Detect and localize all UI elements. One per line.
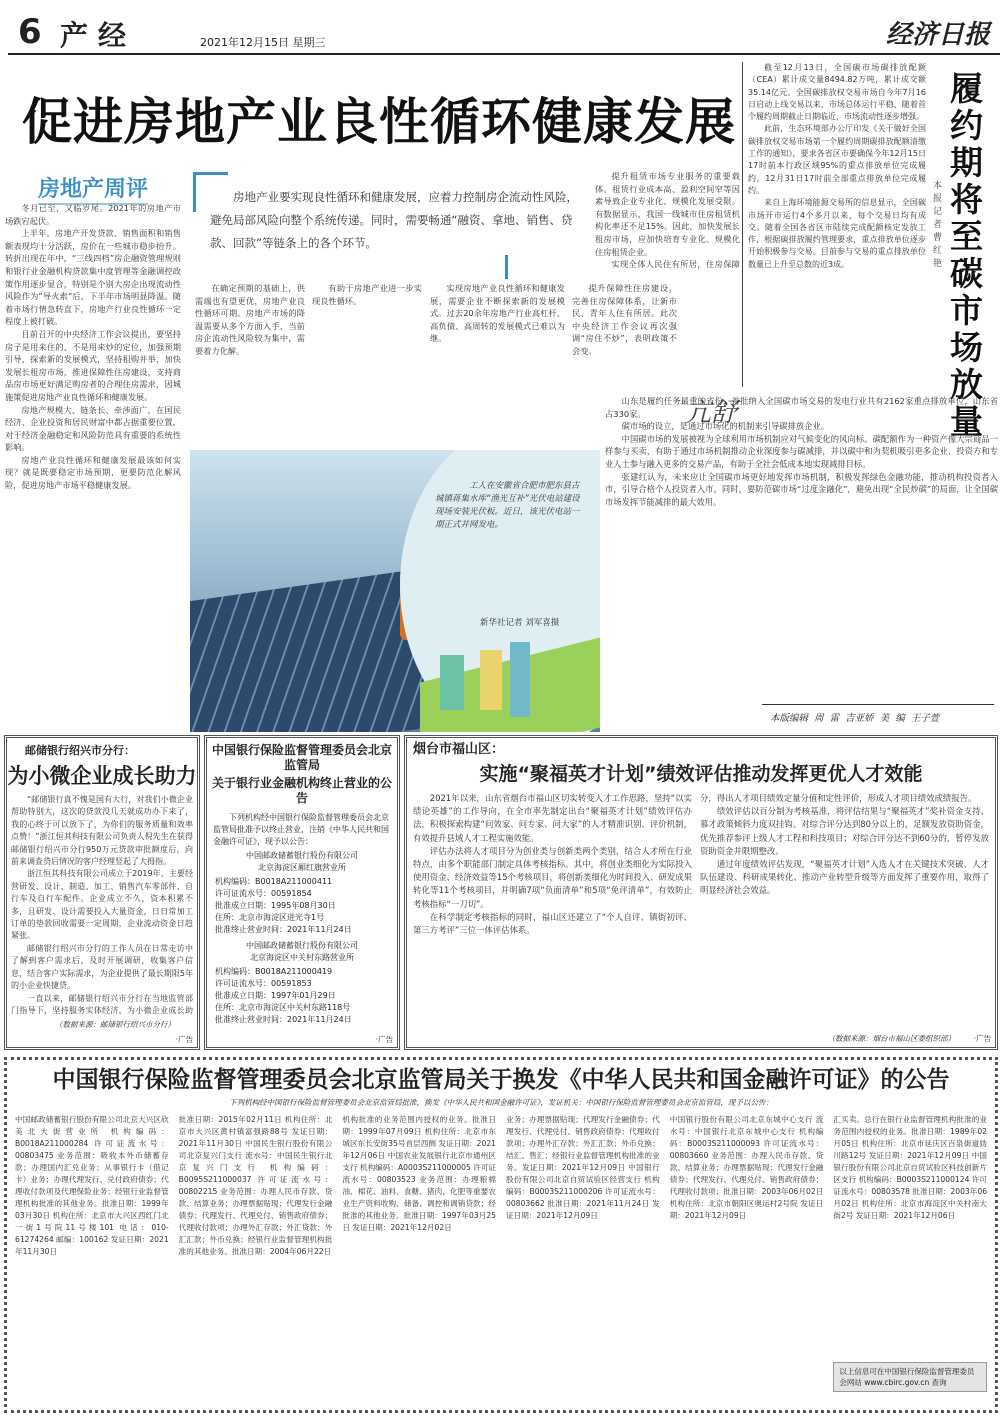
paragraph: “邮储银行真不愧是国有大行，对我们小微企业帮助特别大，这次的贷款没几天就成功办下来了，我的心终于可以放下了，为你们的服务质量和效率点赞！”浙江恒其科技有限公司负责人倪先生在获得邮储银行绍兴市分行950万元贷款审批额度后，向前来调查贷后情况的客户经理竖起了大拇指。 [11, 795, 193, 867]
ad-mark: ·广告 [175, 1035, 193, 1044]
building-icon [510, 642, 530, 717]
lead-col [195, 282, 305, 446]
paragraph: 来自上海环境能源交易所的信息显示，全国碳市场开市运行4个多月以来，每个交易日均有成交。随着全国各省区市陆续完成配额核定发放工作，根据碳排放履约管理要求，重点排放单位逐步开始积极参与交易。目前参与交易的重点排放单位数量已上升至总数的近3成。 [748, 198, 926, 269]
carbon-body-2 [605, 395, 998, 698]
postal-source: （数据来源：邮储银行绍兴市分行） [55, 1020, 175, 1029]
section-name: 产经 [60, 19, 137, 52]
paragraph: 2021年以来，山东省烟台市福山区切实转变人才工作思路，坚持“以实绩论英雄”的工作导向，在全市率先制定出台“聚福英才计划”绩效评估办法，积极探索构建“问效家、问专家、问大家”的人才精准识别、评价机制，有效提升县域人才工程实施效能。 [413, 793, 693, 843]
closure-notice-box [204, 735, 400, 1050]
license-col: 中国邮政储蓄银行股份有限公司北京大兴区欣美北大街营业所 机构编码：B0018A211000284 许可证流水号：00803475 业务范围：吸收本外币储蓄存款；办理国内汇兑业务；从事银行卡（借记卡）业务；办理代理发行、兑付政府债券；代理收付款项及代理保险业务；经银行业监督管理机构批准的其他业务。批准日期：1999年03月30日 机构住所：北京市大兴区西红门北一街1号院11号楼101 电话：010-61274264 邮编：100162 发证日期：2021年11月30日 [15, 1115, 169, 1256]
fushan-title: 实施“聚福英才计划”绩效评估推动发挥更优人才效能 [479, 763, 923, 785]
paragraph: 绩效评估以百分制为考核基准，将评估结果与“聚福英才”奖补资金支持、慕才政策倾斜力度双挂钩。对综合评分达到80分以上的，足额发放资助资金，优先推荐参评上级人才工程和科技项目；对综合评分达不到60分的，暂停发放资助资金并限期整改。 [700, 806, 989, 856]
building-icon [440, 655, 464, 710]
fushan-col-1 [413, 792, 692, 1029]
fushan-source: （数据来源：烟台市福山区委组织部） [827, 1034, 955, 1043]
closure-intro: 下列机构经中国银行保险监督管理委员会北京监管局批准予以终止营业，注销《中华人民共和国金融许可证》，现予以公告： [213, 813, 389, 846]
paragraph: 邮储银行绍兴市分行的工作人员在日常走访中了解到客户需求后，及时开展调研，收集客户信息，结合客户实际需求，为企业提供了最长期限5年的小企业快捷贷。 [11, 943, 193, 991]
header-rule [8, 53, 1000, 55]
entry-branch: 北京海淀区中关村东路营业所 [250, 953, 354, 962]
paragraph: 评估办法将人才项目分为创业类与创新类两个类别，结合人才所在行业特点，由多个职能部门制定具体考核指标。其中，将创业类细化为实际投入使用资金、经济效益等15个考核项目，将创新类细化为时间投入、研发成果转化等11个考核项目，并明确7项“负面清单”和5项“免评清单”，有效防止考核指标“一刀切”。 [413, 845, 693, 909]
paragraph: 分，得出人才项目绩效定量分值和定性评价，形成人才项目绩效成绩报告。 [700, 793, 977, 803]
paragraph: 目前召开的中央经济工作会议提出，要坚持房子是用来住的、不是用来炒的定位，加强预期引导，探索新的发展模式，坚持租购并举，加快发展长租房市场，推进保障性住房建设，支持商品房市场更好满足购房者的合理住房需求，因城施策促进房地产业良性循环和健康发展。 [5, 328, 181, 402]
license-col: 中国银行股份有限公司北京东城中心支行 流水号：中国银行北京东城中心支行 机构编码：B0003S211000093 许可证流水号：00803660 业务范围：办理人民币存款、贷款、结算业务；办理票据贴现；代理发行金融债券；代理发行、代理兑付、销售政府债券；代理收付款项；批准日期：2003年06月02日 机构住所：北京市朝阳区奥运村2号院 发证日期：2021年12月09日 [669, 1115, 824, 1220]
paragraph: 实现房地产业良性循环和健康发展，需要企业不断探索新的发展模式。过去20余年房地产行业高杠杆、高负债、高周转的发展模式已难以为继。 [430, 283, 565, 344]
editors-line: 本版编辑 周 雷 吉亚娇 美 编 王子萱 [770, 713, 940, 724]
fushan-col-2 [700, 792, 989, 1029]
license-title: 中国银行保险监督管理委员会北京监管局关于换发《中华人民共和国金融许可证》的公告 [52, 1067, 950, 1093]
page-number: 6 [18, 12, 42, 52]
entry-est: 批准成立日期：1995年08月30日 [215, 901, 336, 910]
closure-title-1: 中国银行保险监督管理委员会北京监管局 [211, 743, 392, 772]
license-col: 批准日期：2015年02月11日 机构住所：北京市大兴区黄村镇富强路88号 发证日期：2021年11月30日 中国民生银行股份有限公司北京复兴门支行 流水号：中国民生银行北京复兴门支行 机构编码：B0095S211000037 许可证流水号：00802215 业务范围：办理人民币存款、贷款、结算业务；办理票据贴现；代理发行金融债券；代理发行、代理兑付、销售政府债券；代理收付款项；办理外汇存款；外汇贷款；外汇汇款；外币兑换；经银行业监督管理机构批准的其他业务。批准日期：2004年06月22日 [178, 1115, 333, 1256]
license-col: 汇买卖。总行在银行业监督管理机构批准的业务范围内授权的业务。批准日期：1989年02月05日 机构住所：北京市延庆区百泉街道妫川路12号 发证日期：2021年12月09日 中国银行股份有限公司北京自贸试验区科技创新片区支行 机构编码：B0003S211000124 许可证流水号：00803578 批准日期：2003年06月02日 机构住所：北京市海淀区中关村南大街2号 发证日期：2021年12月06日 [833, 1115, 988, 1220]
carbon-title: 履约期将至碳市场放量 [950, 69, 983, 441]
lead-col [312, 282, 422, 446]
entry-name: 中国邮政储蓄银行股份有限公司 [246, 851, 358, 860]
paragraph: 山东是履约任务最重的省份，首批纳入全国碳市场交易的发电行业共有2162家重点排放单位，山东省占330家。 [605, 396, 998, 419]
author-signature: 亢舒 [685, 398, 738, 428]
paragraph: 房地产业良性循环和健康发展最该如何实现？就是既要稳定市场预期，更要防范化解风险，促进房地产市场平稳健康发展。 [5, 454, 181, 491]
editor-rule [762, 704, 994, 705]
column-title: 房地产周评 [38, 172, 148, 205]
entry-name: 中国邮政储蓄银行股份有限公司 [246, 941, 358, 950]
entry-end: 批准终止营业时间：2021年11月24日 [215, 925, 352, 934]
column-rule [742, 62, 743, 387]
summary-box: 房地产业要实现良性循环和健康发展，应着力控制房企流动性风险，避免局部风险向整个系统传递。同时，需要畅通“融资、拿地、销售、贷款、回款”等链条上的各个环节。 [210, 190, 578, 250]
entry-code: 机构编码：B0018A211000411 [215, 877, 333, 886]
ad-mark: ·广告 [973, 1034, 991, 1043]
lead-col [430, 282, 565, 446]
paragraph: 中国碳市场的发展被视为全球利用市场机制应对气候变化的风向标。碳配额作为一种资产像大宗商品一样参与买卖，有助于通过市场机制推动企业深度参与碳减排，并以碳中和为契机吸引更多企业、投资方和专业人士参与融入更多的交易产品，有助于全社会低成本地实现减排目标。 [605, 433, 998, 469]
paragraph: 截至12月13日，全国碳市场碳排放配额（CEA）累计成交量8494.82万吨，累计成交额35.14亿元。全国碳排放权交易市场自今年7月16日启动上线交易以来，市场总体运行平稳，随着首个履约周期截止日期临近，市场流动性逐步增强。 [748, 63, 926, 122]
lead-headline: 促进房地产业良性循环健康发展 [22, 93, 736, 151]
entry-license: 许可证流水号：00591853 [215, 979, 312, 988]
paragraph: 在科学制定考核指标的同时，福山区还建立了“个人自评、镇街初评、第三方考评”三位一体评估体系。 [413, 911, 693, 936]
postal-kicker: 邮储银行绍兴市分行： [25, 744, 135, 757]
postal-body [7, 794, 197, 1017]
paragraph: 有助于房地产业进一步实现良性循环。 [312, 283, 422, 306]
postal-ad-box [4, 735, 200, 1050]
closure-entry [207, 848, 397, 1028]
photo-credit: 新华社记者 刘军喜摄 [480, 618, 560, 628]
entry-code: 机构编码：B0018A211000419 [215, 967, 333, 976]
license-col: 机构批准的业务范围内授权的业务。批准日期：1999年07月09日 机构住所：北京市东城区东长安街35号首层西侧 发证日期：2021年12月06日 中国农业发展银行北京市通州区支行 机构编码：A0003S211000005 许可证流水号：00803523 业务范围：办理粮棉油、棉花、油料、食糖、猪肉、化肥等重要农业生产资料收购、储备、调控和调销贷款；经批准的其他业务。批准日期：1997年03月25日 发证日期：2021年12月02日 [342, 1115, 497, 1232]
paragraph: 此前，生态环境部办公厅印发《关于做好全国碳排放权交易市场第一个履约周期碳排放配额清缴工作的通知》，要求各省区市要确保今年12月15日17时前本行政区域95%的重点排放单位完成履约，12月31日17时前全部重点排放单位完成履约。 [748, 124, 926, 195]
postal-title: 为小微企业成长助力 [7, 764, 197, 788]
summary-bracket [505, 255, 508, 279]
building-icon [480, 650, 502, 710]
entry-branch: 北京海淀区厢红旗营业所 [258, 863, 346, 872]
paragraph: 提升保障性住房建设，完善住房保障体系，让新市民、青年人住有所居。此次中央经济工作会议再次强调“房住不炒”，表明政策不会变。 [572, 283, 677, 356]
paragraph: 一直以来，邮储银行绍兴市分行在当地监管部门指导下，坚持服务实体经济，为小微企业成长助 [11, 993, 193, 1015]
fushan-ad-box [404, 735, 998, 1050]
license-intro: 下列机构经中国银行保险监督管理委员会北京监管局批准，换发《中华人民共和国金融许可证》，发证机关：中国银行保险监督管理委员会北京监管局，现予以公告： [229, 1098, 773, 1107]
entry-license: 许可证流水号：00591854 [215, 889, 312, 898]
paragraph: 张建红认为，未来应让全国碳市场更好地发挥市场机制，积极发挥绿色金融功能，推动机构投资者入市，引导合格个人投资者入市。同时，要防范碳市场“过度金融化”，避免出现“全民炒碳”的局面，让全国碳市场发挥节能减排的最大效用。 [605, 471, 998, 507]
license-notice-box [4, 1057, 998, 1413]
paragraph: 通过年度绩效评估发现，“聚福英才计划”入选人才在关键技术突破、人才队伍建设、科研成果转化、推动产业转型升级等方面发挥了重要作用，取得了明显经济社会效益。 [700, 859, 989, 896]
solar-photo [190, 450, 600, 732]
newspaper-logo: 经济日报 [885, 20, 990, 50]
paragraph: 房地产规模大、链条长、牵涉面广，在国民经济、企业投资和居民财富中都占据重要位置，对于经济金融稳定和风险防范具有重要的系统性影响。 [5, 404, 181, 453]
entry-addr: 住所：北京市海淀区进光寺1号 [215, 913, 325, 922]
paragraph: 提升租赁市场专业服务的重要载体。租赁行业成本高、盈利空间窄等因素导致企业专业化、规模化发展受限。有数据显示，我国一线城市住房租赁机构化率还不足15%。因此，加快发展长租房市场，应加快培育专业化、规模化住房租赁企业。 [595, 171, 740, 257]
paragraph: 在确定预期的基础上，供需端也有望更优，房地产业良性循环可期。房地产市场的降温需要从多个方面入手，当前房企流动性风险较为集中，需要着力化解。 [195, 283, 305, 356]
entry-end: 批准终止营业时间：2021年11月24日 [215, 1015, 352, 1024]
carbon-body [748, 62, 926, 386]
paragraph: 冬月已至，又临岁尾。2021年的房地产市场跌宕起伏。 [5, 203, 181, 226]
issue-date: 2021年12月15日 星期三 [200, 36, 326, 49]
paragraph: 上半年，房地产开发贷款、销售面积和销售额表现均十分活跃，房价在一些城市稳步抬升。转折出现在年中，“三线四档”房企融资管理规则和银行业金融机构贷款集中度管理等金融调控政策作用逐步显合，特别是个别大房企出现流动性风险作为“导火索”后，下半年市场明显降温。随着市场行情急转直下，房地产行业良性循环一定程度上被打破。 [5, 228, 181, 327]
paragraph: 碳市场的设立，是通过市场化的机制来引导碳排放企业。 [621, 421, 830, 432]
entry-est: 批准成立日期：1997年01月29日 [215, 991, 336, 1000]
entry-addr: 住所：北京市海淀区中关村东路118号 [215, 1003, 351, 1012]
website-note: 以上信息可在中国银行保险监督管理委员会网站 www.cbirc.gov.cn 查询 [833, 1362, 987, 1392]
license-col: 业务；办理票据贴现；代理发行金融债券；代理发行、代理兑付、销售政府债券；代理收付款项；办理外汇存款；外汇汇款；外币兑换；结汇、售汇；经银行业监督管理机构批准的业务。发证日期：2021年12月09日 中国银行股份有限公司北京自贸试验区经营支行 机构编码：B0003S211000206 许可证流水号：00803662 批准日期：2021年11月24日 发证日期：2021年12月09日 [506, 1115, 660, 1220]
column-body [5, 202, 181, 730]
closure-title-2: 关于银行业金融机构终止营业的公告 [211, 776, 392, 805]
paragraph: 实现全体人民住有所居，住房保障 [611, 259, 740, 270]
carbon-byline: 本报记者 曹红艳 [933, 181, 943, 269]
photo-caption: 工人在安徽省合肥市肥东县古城镇蒋集水库“渔光互补”光伏电站建设现场安装光伏板。近日，该光伏电站一期正式并网发电。 [435, 481, 580, 530]
paragraph: 浙江恒其科技有限公司成立于2019年，主要经营研发、设计、制造、加工、销售汽车零部件、自行车及自行车配件。企业成立不久，资本积累不多，且研发、设计需要投入大量资金，日日常加工订单的垫款回收需要一定周期，企业流动资金日趋紧张。 [11, 869, 193, 941]
lead-text-right [595, 170, 740, 270]
ad-mark: ·广告 [375, 1035, 393, 1044]
fushan-kicker: 烟台市福山区： [413, 742, 505, 757]
